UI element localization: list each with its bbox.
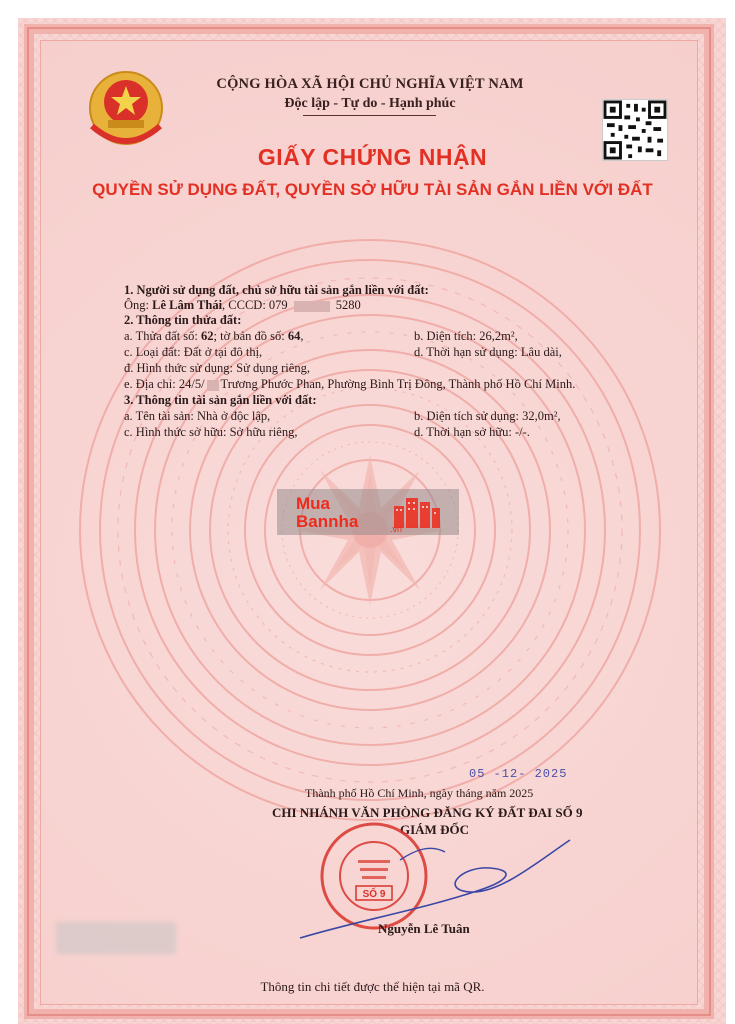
- redacted-serial: [56, 922, 176, 954]
- watermark-suffix: .vn: [390, 524, 403, 534]
- seal-number: SỐ 9: [362, 889, 386, 900]
- issuing-office: CHI NHÁNH VĂN PHÒNG ĐĂNG KÝ ĐẤT ĐAI SỐ 9: [272, 805, 583, 820]
- ownership-term: d. Thời hạn sở hữu: -/-.: [414, 425, 530, 439]
- stamp-date: 05 -12- 2025: [469, 767, 568, 781]
- address-prefix: e. Địa chỉ: 24/5/: [124, 377, 205, 391]
- parcel-number: 62: [201, 329, 214, 343]
- address-rest: Trương Phước Phan, Phường Bình Trị Đông, Thành phố Hồ Chí Minh.: [220, 377, 576, 391]
- national-motto: Độc lập - Tự do - Hạnh phúc: [284, 96, 456, 111]
- map-number: 64: [287, 329, 301, 343]
- handwritten-signature: [280, 820, 660, 950]
- parcel-prefix: a. Thửa đất số:: [124, 329, 202, 343]
- sign-place-date: Thành phố Hồ Chí Minh, ngày tháng năm 2025: [305, 786, 534, 800]
- section2-heading: 2. Thông tin thửa đất:: [124, 313, 242, 327]
- owner-name: Lê Lâm Thái: [152, 298, 223, 312]
- watermark-line1: Mua: [296, 494, 330, 513]
- parcel-line: [124, 329, 303, 344]
- ownership-form: c. Hình thức sở hữu: Sở hữu riêng,: [124, 425, 298, 439]
- section1-heading: 1. Người sử dụng đất, chủ sở hữu tài sản gắn liền với đất:: [124, 283, 429, 297]
- certificate-subtitle: QUYỀN SỬ DỤNG ĐẤT, QUYỀN SỞ HỮU TÀI SẢN GẮN LIỀN VỚI ĐẤT: [92, 180, 653, 199]
- land-area: b. Diện tích: 26,2m²,: [414, 329, 518, 343]
- parcel-end: ,: [300, 329, 304, 343]
- section3-heading: 3. Thông tin tài sản gắn liền với đất:: [124, 393, 317, 407]
- owner-prefix: Ông:: [124, 298, 153, 312]
- asset-area: b. Diện tích sử dụng: 32,0m²,: [414, 409, 561, 423]
- id-prefix: , CCCD: 079: [222, 298, 288, 312]
- land-type: c. Loại đất: Đất ở tại đô thị,: [124, 345, 263, 359]
- watermark-line2: Bannha: [296, 512, 359, 531]
- land-term: d. Thời hạn sử dụng: Lâu dài,: [414, 345, 562, 359]
- owner-line: [124, 298, 361, 313]
- qr-footer-note: Thông tin chi tiết được thể hiện tại mã QR.: [260, 979, 485, 994]
- motto-underline: [303, 115, 436, 116]
- national-emblem-icon: [78, 66, 174, 152]
- redacted-id: [294, 301, 330, 312]
- map-prefix: ; tờ bản đồ số:: [213, 329, 288, 343]
- republic-name: CỘNG HÒA XÃ HỘI CHỦ NGHĨA VIỆT NAM: [216, 76, 524, 92]
- id-suffix: 5280: [335, 298, 361, 312]
- director-title: GIÁM ĐỐC: [400, 822, 469, 837]
- certificate-title: GIẤY CHỨNG NHẬN: [257, 144, 488, 170]
- usage-form: đ. Hình thức sử dụng: Sử dụng riêng,: [124, 361, 310, 375]
- asset-name: a. Tên tài sản: Nhà ở độc lập,: [124, 409, 271, 423]
- address-line: [124, 377, 575, 392]
- redacted-address: [207, 380, 219, 391]
- building-logo-icon: [392, 494, 442, 528]
- signer-name: Nguyễn Lê Tuân: [378, 921, 470, 936]
